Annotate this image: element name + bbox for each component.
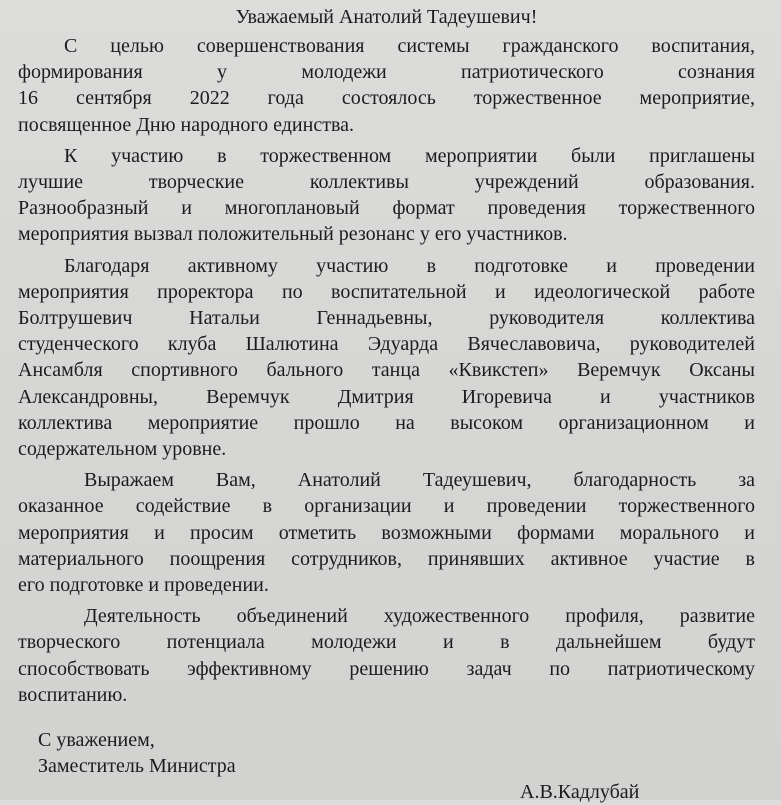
paragraph-line: его подготовке и проведении. [18,574,269,597]
paragraph-line: студенческого клуба Шалютина Эдуарда Вячеславовича, руководителей [18,333,755,356]
paragraph-line: Деятельность объединений художественного профиля, развитие [84,605,755,628]
paragraph-1 [18,33,755,138]
paragraph-line: С целью совершенствования системы гражданского воспитания, [64,35,755,57]
paragraph-line: Выражаем Вам, Анатолий Тадеушевич, благодарность за [84,469,755,492]
paragraph-line: мероприятия вызвал положительный резонанс у его участников. [18,223,568,246]
paragraph-line: формирования у молодежи патриотического сознания [18,61,755,84]
paragraph-line: Ансамбля спортивного бального танца «Квикстеп» Веремчук Оксаны [18,359,755,382]
paragraph-line: воспитанию. [18,683,128,706]
paragraph-2 [18,143,755,248]
paragraph-line: посвященное Дню народного единства. [18,113,355,136]
signer-title: Заместитель Министра [38,755,236,777]
paragraph-line: Разнообразный и многоплановый формат проведения торжественного [18,197,755,220]
closing-salutation: С уважением, [38,729,155,751]
paragraph-5 [18,603,755,708]
paragraph-line: 16 сентября 2022 года состоялось торжественное мероприятие, [18,87,755,110]
paragraph-line: способствовать эффективному решению задач по патриотическому [18,657,755,680]
paragraph-line: Болтрушевич Натальи Геннадьевны, руководителя коллектива [18,307,755,330]
paragraph-3 [18,253,755,463]
paragraph-line: мероприятия проректора по воспитательной и идеологической работе [18,280,755,303]
paragraph-line: К участию в торжественном мероприятии были приглашены [64,144,755,167]
paragraph-line: лучшие творческие коллективы учреждений образования. [18,171,755,194]
paragraph-line: мероприятия и просим отметить возможными формами морального и [18,521,755,544]
paragraph-line: материального поощрения сотрудников, принявших активное участие в [18,547,755,570]
letter-greeting: Уважаемый Анатолий Тадеушевич! [235,6,538,28]
paragraph-line: содержательном уровне. [18,438,227,461]
paragraph-4 [18,467,755,598]
closing-block [38,727,236,779]
paragraph-line: оказанное содействие в организации и проведении торжественного [18,495,755,518]
signer-name: А.В.Кадлубай [520,781,640,803]
paragraph-line: Благодаря активному участию в подготовке и проведении [64,254,755,277]
paragraph-line: коллектива мероприятие прошло на высоком организационном и [18,411,755,434]
paragraph-line: Александровны, Веремчук Дмитрия Игоревича и участников [18,385,755,408]
paragraph-line: творческого потенциала молодежи и в дальнейшем будут [18,631,755,654]
